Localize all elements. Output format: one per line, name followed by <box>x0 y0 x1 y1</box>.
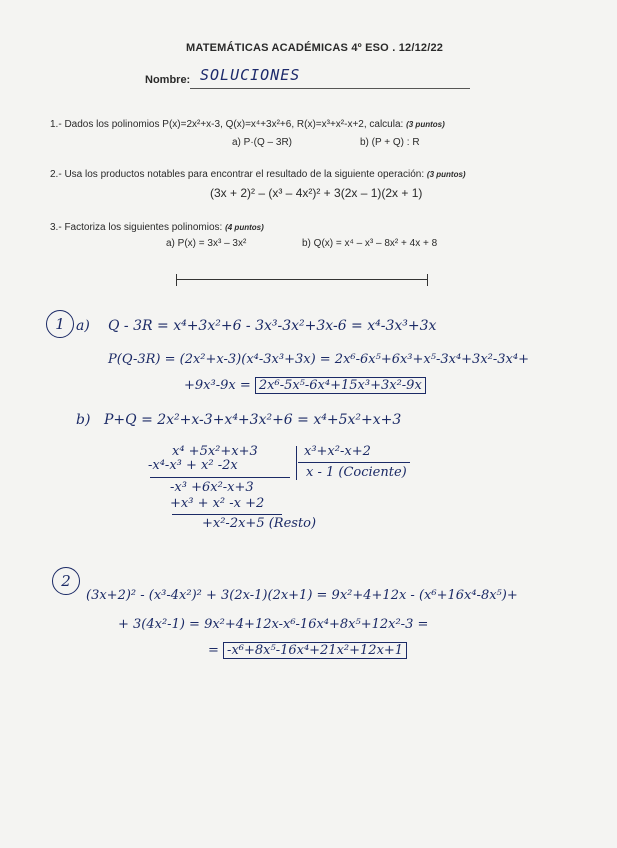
solution-1-number: 1 <box>46 310 74 338</box>
name-label: Nombre: <box>145 74 191 86</box>
division-remainder: +x²-2x+5 (Resto) <box>202 516 317 531</box>
solution-2-line-3 <box>208 643 407 658</box>
solution-1a-result: 2x⁶-5x⁵-6x⁴+15x³+3x²-9x <box>255 377 426 394</box>
section-divider <box>176 279 428 280</box>
question-2-points: (3 puntos) <box>426 170 466 179</box>
solution-1a-line-3-prefix: +9x³-9x = <box>184 378 251 393</box>
division-line-2 <box>172 514 282 515</box>
question-3b: b) Q(x) = x⁴ – x³ – 8x² + 4x + 8 <box>302 238 438 249</box>
solution-1b-label: b) <box>76 412 91 428</box>
question-1b: b) (P + Q) : R <box>360 137 420 148</box>
question-2 <box>50 169 466 180</box>
division-quotient: x - 1 (Cociente) <box>306 465 407 480</box>
name-value: SOLUCIONES <box>200 66 301 84</box>
solution-2-result: -x⁶+8x⁵-16x⁴+21x²+12x+1 <box>223 642 407 659</box>
division-row-3: -x³ +6x²-x+3 <box>170 480 254 495</box>
question-1a: a) P·(Q – 3R) <box>232 137 293 148</box>
solution-1a-line-2: P(Q-3R) = (2x²+x-3)(x⁴-3x³+3x) = 2x⁶-6x⁵+6x³+x⁵-3x⁴+3x²-3x⁴+ <box>108 352 529 367</box>
division-line-1 <box>150 477 290 478</box>
name-underline <box>190 88 470 89</box>
question-3-text: 3.- Factoriza los siguientes polinomios: <box>50 222 223 233</box>
division-bracket-horizontal <box>298 462 410 463</box>
solution-2-line-1: (3x+2)² - (x³-4x²)² + 3(2x-1)(2x+1) = 9x²+4+12x - (x⁶+16x⁴-8x⁵)+ <box>86 588 518 603</box>
solution-2-number: 2 <box>52 567 80 595</box>
question-1-text: 1.- Dados los polinomios P(x)=2x²+x-3, Q(x)=x⁴+3x²+6, R(x)=x³+x²-x+2, calcula: <box>50 119 404 130</box>
division-row-1: x⁴ +5x²+x+3 <box>172 444 258 459</box>
question-1 <box>50 119 445 130</box>
question-2-text: 2.- Usa los productos notables para encontrar el resultado de la siguiente operación: <box>50 169 425 180</box>
page-title: MATEMÁTICAS ACADÉMICAS 4º ESO . 12/12/22 <box>186 42 444 54</box>
solution-1a-line-1: Q - 3R = x⁴+3x²+6 - 3x³-3x²+3x-6 = x⁴-3x³+3x <box>108 318 437 334</box>
question-3-points: (4 puntos) <box>225 223 264 232</box>
division-row-2: -x⁴-x³ + x² -2x <box>148 458 238 473</box>
question-2-expression: (3x + 2)² – (x³ – 4x²)² + 3(2x – 1)(2x + 1) <box>210 186 423 200</box>
division-bracket-vertical <box>296 446 297 480</box>
solution-2-line-3-prefix: = <box>208 643 219 658</box>
solution-1a-line-3 <box>184 378 426 393</box>
question-3 <box>50 222 264 233</box>
division-row-4: +x³ + x² -x +2 <box>170 496 265 511</box>
division-divisor: x³+x²-x+2 <box>304 444 371 459</box>
question-1-points: (3 puntos) <box>406 120 445 129</box>
solution-2-line-2: + 3(4x²-1) = 9x²+4+12x-x⁶-16x⁴+8x⁵+12x²-3 = <box>118 617 429 632</box>
solution-1a-label: a) <box>76 318 90 334</box>
question-3a: a) P(x) = 3x³ – 3x² <box>166 238 247 249</box>
solution-1b-line-1: P+Q = 2x²+x-3+x⁴+3x²+6 = x⁴+5x²+x+3 <box>104 412 402 428</box>
